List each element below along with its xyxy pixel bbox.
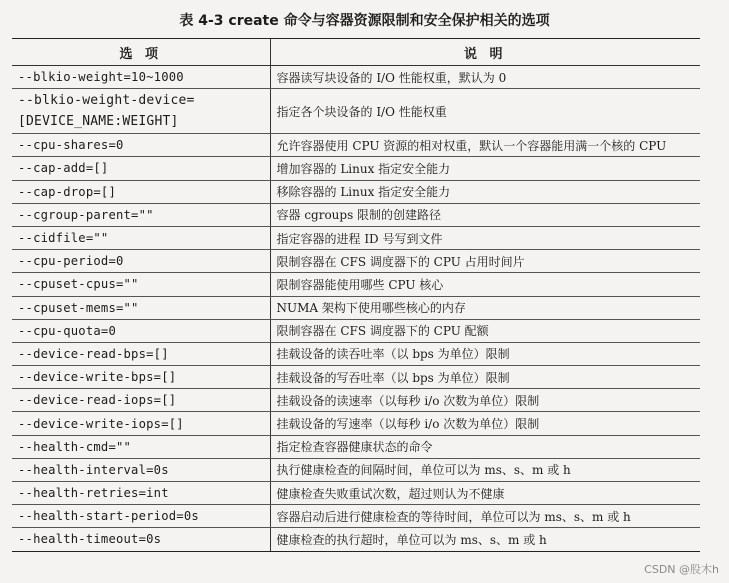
option-description: 挂载设备的写吞吐率（以 bps 为单位）限制 xyxy=(270,366,700,389)
table-row xyxy=(12,505,700,528)
option-name: --cpuset-cpus="" xyxy=(12,273,270,296)
option-description: 健康检查的执行超时，单位可以为 ms、s、m 或 h xyxy=(270,528,700,551)
option-name: --blkio-weight=10~1000 xyxy=(12,66,270,89)
option-description: 挂载设备的写速率（以每秒 i/o 次数为单位）限制 xyxy=(270,412,700,435)
options-table xyxy=(12,38,700,552)
option-description: 容器 cgroups 限制的创建路径 xyxy=(270,203,700,226)
table-row xyxy=(12,342,700,365)
option-description: 指定容器的进程 ID 号写到文件 xyxy=(270,226,700,249)
table-row xyxy=(12,412,700,435)
table-row xyxy=(12,226,700,249)
option-description: 指定检查容器健康状态的命令 xyxy=(270,435,700,458)
option-name: --cpu-quota=0 xyxy=(12,319,270,342)
option-description: 健康检查失败重试次数，超过则认为不健康 xyxy=(270,482,700,505)
table-row xyxy=(12,389,700,412)
table-caption: 表 4-3 create 命令与容器资源限制和安全保护相关的选项 xyxy=(179,13,550,29)
option-name: --device-write-iops=[] xyxy=(12,412,270,435)
table-row xyxy=(12,528,700,551)
table-row xyxy=(12,319,700,342)
option-description: 容器启动后进行健康检查的等待时间，单位可以为 ms、s、m 或 h xyxy=(270,505,700,528)
watermark: CSDN @股木h xyxy=(644,563,719,576)
table-row xyxy=(12,435,700,458)
table-row xyxy=(12,180,700,203)
option-name: --device-write-bps=[] xyxy=(12,366,270,389)
table-row xyxy=(12,296,700,319)
table-row xyxy=(12,250,700,273)
option-name: --cpu-period=0 xyxy=(12,250,270,273)
table-row xyxy=(12,458,700,481)
option-description: 执行健康检查的间隔时间，单位可以为 ms、s、m 或 h xyxy=(270,458,700,481)
table-row xyxy=(12,157,700,180)
table-row xyxy=(12,366,700,389)
table-row xyxy=(12,134,700,157)
option-description: 挂载设备的读速率（以每秒 i/o 次数为单位）限制 xyxy=(270,389,700,412)
option-description: 允许容器使用 CPU 资源的相对权重，默认一个容器能用满一个核的 CPU xyxy=(270,134,700,157)
option-description: 移除容器的 Linux 指定安全能力 xyxy=(270,180,700,203)
option-description: NUMA 架构下使用哪些核心的内存 xyxy=(270,296,700,319)
table-header-row xyxy=(12,39,700,66)
option-column-header: 选 项 xyxy=(12,39,270,66)
table-row xyxy=(12,66,700,89)
option-name: --health-timeout=0s xyxy=(12,528,270,551)
option-description: 限制容器在 CFS 调度器下的 CPU 占用时间片 xyxy=(270,250,700,273)
option-name: --device-read-iops=[] xyxy=(12,389,270,412)
option-name: --cap-drop=[] xyxy=(12,180,270,203)
table-row xyxy=(12,203,700,226)
option-name: --cpuset-mems="" xyxy=(12,296,270,319)
description-column-header: 说 明 xyxy=(270,39,700,66)
option-name: --health-cmd="" xyxy=(12,435,270,458)
option-name: --blkio-weight-device=[DEVICE_NAME:WEIGHT] xyxy=(12,89,270,134)
option-name: --cap-add=[] xyxy=(12,157,270,180)
table-row xyxy=(12,89,700,134)
option-description: 增加容器的 Linux 指定安全能力 xyxy=(270,157,700,180)
option-name: --health-retries=int xyxy=(12,482,270,505)
option-name: --health-interval=0s xyxy=(12,458,270,481)
option-description: 指定各个块设备的 I/O 性能权重 xyxy=(270,89,700,134)
table-row xyxy=(12,482,700,505)
option-name: --device-read-bps=[] xyxy=(12,342,270,365)
option-description: 挂载设备的读吞吐率（以 bps 为单位）限制 xyxy=(270,342,700,365)
option-description: 限制容器在 CFS 调度器下的 CPU 配额 xyxy=(270,319,700,342)
table-row xyxy=(12,273,700,296)
option-description: 容器读写块设备的 I/O 性能权重，默认为 0 xyxy=(270,66,700,89)
option-description: 限制容器能使用哪些 CPU 核心 xyxy=(270,273,700,296)
option-name: --cpu-shares=0 xyxy=(12,134,270,157)
option-name: --cgroup-parent="" xyxy=(12,203,270,226)
option-name: --cidfile="" xyxy=(12,226,270,249)
option-name: --health-start-period=0s xyxy=(12,505,270,528)
